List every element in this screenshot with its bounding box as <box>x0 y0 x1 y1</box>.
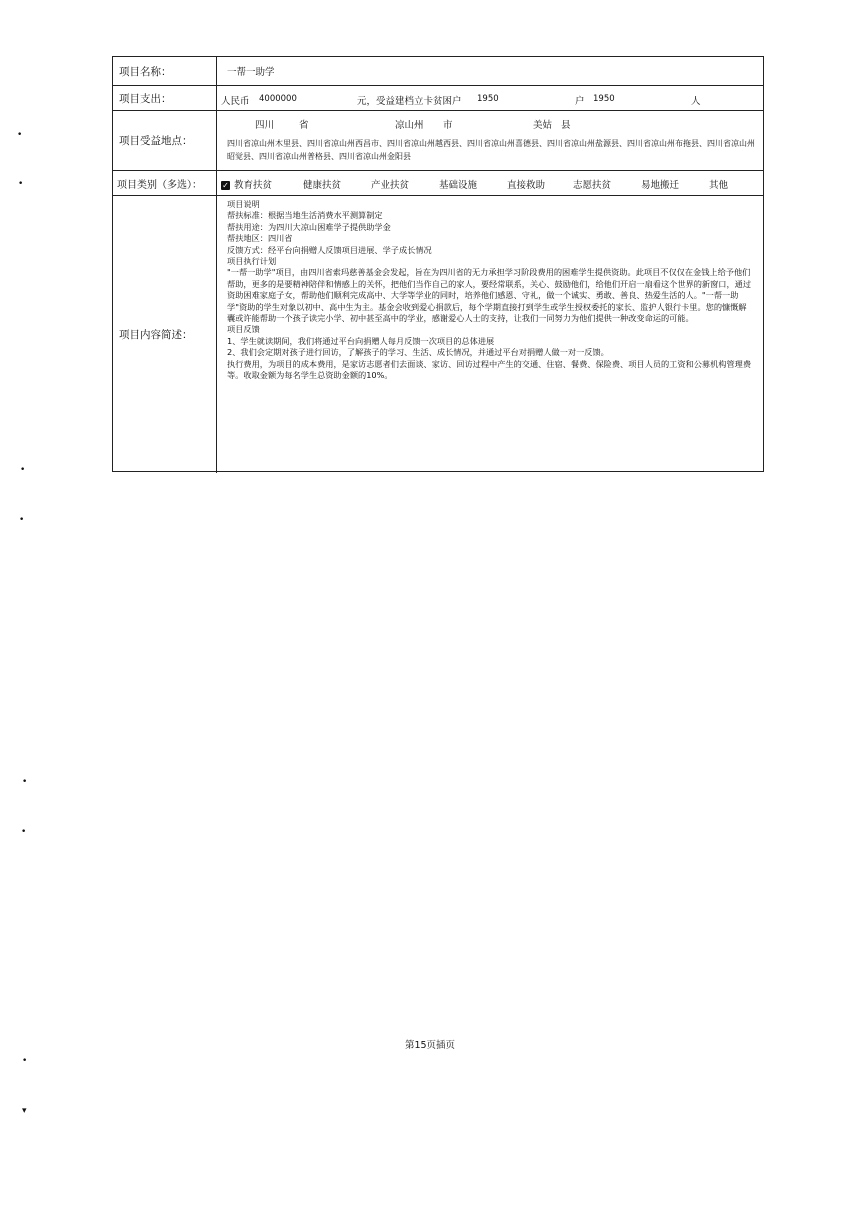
category-option-infrastructure[interactable]: 基础设施 <box>439 180 478 191</box>
category-option-other[interactable]: 其他 <box>709 180 729 191</box>
description-line: 帮扶用途：为四川大凉山困难学子提供助学金 <box>227 221 391 232</box>
description-paragraph: 执行费用，为项目的成本费用，是家访志愿者们去面谈、家访、回访过程中产生的交通、住宿、餐费、保险费、项目人员的工资和公募机构管理费等。收取金额为每名学生总资助金额的10%。 <box>227 358 752 381</box>
scan-dot-mark: • <box>20 465 26 475</box>
value-project-description <box>217 196 763 473</box>
row-project-location <box>113 111 763 171</box>
scan-dot-mark: • <box>22 777 28 787</box>
description-text <box>227 199 753 382</box>
expense-people: 1950 <box>593 94 615 104</box>
category-option-direct-aid[interactable]: 直接救助 <box>507 180 546 191</box>
expense-ren-unit: 人 <box>691 96 701 107</box>
description-line: 反馈方式：经平台向捐赠人反馈项目进展、学子成长情况 <box>227 244 432 255</box>
scan-dot-mark: • <box>19 515 25 525</box>
category-option-volunteer[interactable]: 志愿扶贫 <box>573 180 612 191</box>
value-project-name: 一帮一助学 <box>227 67 275 78</box>
label-project-expense: 项目支出： <box>113 86 217 110</box>
location-city: 凉山州 <box>395 120 424 131</box>
expense-currency: 人民币 <box>221 96 250 107</box>
scan-dot-mark: • <box>21 827 27 837</box>
category-option-industry[interactable]: 产业扶贫 <box>371 180 410 191</box>
location-province: 四川 <box>255 120 275 131</box>
expense-households: 1950 <box>477 94 499 104</box>
expense-hu-unit: 户 <box>575 96 585 107</box>
value-project-expense <box>217 86 763 110</box>
category-option-relocation[interactable]: 易地搬迁 <box>641 180 680 191</box>
location-province-suffix: 省 <box>299 120 309 131</box>
row-project-name <box>113 57 763 86</box>
location-county-list: 四川省凉山州木里县、四川省凉山州西昌市、四川省凉山州越西县、四川省凉山州喜德县、四川省凉山州盐源县、四川省凉山州布拖县、四川省凉山州昭觉县、四川省凉山州普格县、四川省凉山州金阳县 <box>227 139 755 161</box>
checkbox-checked-icon[interactable]: ✓ <box>222 181 229 190</box>
description-line: 项目说明 <box>227 199 260 209</box>
value-project-category <box>217 171 763 195</box>
location-county: 美姑 <box>533 120 553 131</box>
scan-dot-mark: • <box>22 1056 28 1066</box>
description-line: 帮扶地区：四川省 <box>227 233 293 244</box>
page-footer: 第15页插页 <box>404 1040 456 1051</box>
description-line: 帮扶标准：根据当地生活消费水平测算制定 <box>227 210 383 221</box>
category-label: 教育扶贫 <box>234 180 273 191</box>
category-option-education[interactable] <box>221 177 272 191</box>
label-project-description: 项目内容简述： <box>113 196 217 473</box>
description-paragraph: "一帮一助学"项目，由四川省索玛慈善基金会发起，旨在为四川省的无力承担学习阶段费用的困难学生提供资助。此项目不仅仅在金钱上给予他们帮助，更多的是要精神陪伴和情感上的关怀，把他们当作自己的家人，要经常联系，关心、鼓励他们，给他们开启一扇看这个世界的新窗口，通过资助困难家庭子女，帮助他们顺利完成高中、大学等学业的同时，培养他们感恩、守礼，做一个诚实、勇敢、善良、热爱生活的人。"一帮一助学"资助的学生对象以初中、高中生为主。基金会收到爱心捐款后，每个学期直接打到学生或学生授权委托的家长、监护人银行卡里。您的慷慨解囊或许能帮助一个孩子读完小学、初中甚至高中的学业，感谢爱心人士的支持，让我们一同努力为他们提供一种改变命运的可能。 <box>227 267 752 324</box>
expense-beneficiary-text: 元，受益建档立卡贫困户 <box>357 96 462 107</box>
scan-dot-mark: ▾ <box>22 1106 27 1116</box>
description-line: 1、学生就读期间，我们将通过平台向捐赠人每月反馈一次项目的总体进展 <box>227 335 495 346</box>
description-line: 项目执行计划 <box>227 256 277 267</box>
scan-dot-mark: • <box>18 179 24 189</box>
row-project-category <box>113 171 763 196</box>
label-project-location: 项目受益地点： <box>113 111 217 170</box>
description-line: 项目反馈 <box>227 324 260 335</box>
location-county-suffix: 县 <box>561 120 571 131</box>
expense-amount: 4000000 <box>259 94 297 104</box>
value-project-location <box>217 111 763 170</box>
description-line: 2、我们会定期对孩子进行回访，了解孩子的学习、生活、成长情况，并通过平台对捐赠人做一对一反馈。 <box>227 347 609 358</box>
label-project-category: 项目类别（多选）： <box>113 171 217 195</box>
project-form <box>112 56 764 472</box>
location-city-suffix: 市 <box>443 120 453 131</box>
row-project-description <box>113 196 763 473</box>
row-project-expense <box>113 86 763 111</box>
scan-dot-mark: • <box>17 130 23 140</box>
category-option-health[interactable]: 健康扶贫 <box>303 180 342 191</box>
label-project-name: 项目名称： <box>113 57 217 85</box>
